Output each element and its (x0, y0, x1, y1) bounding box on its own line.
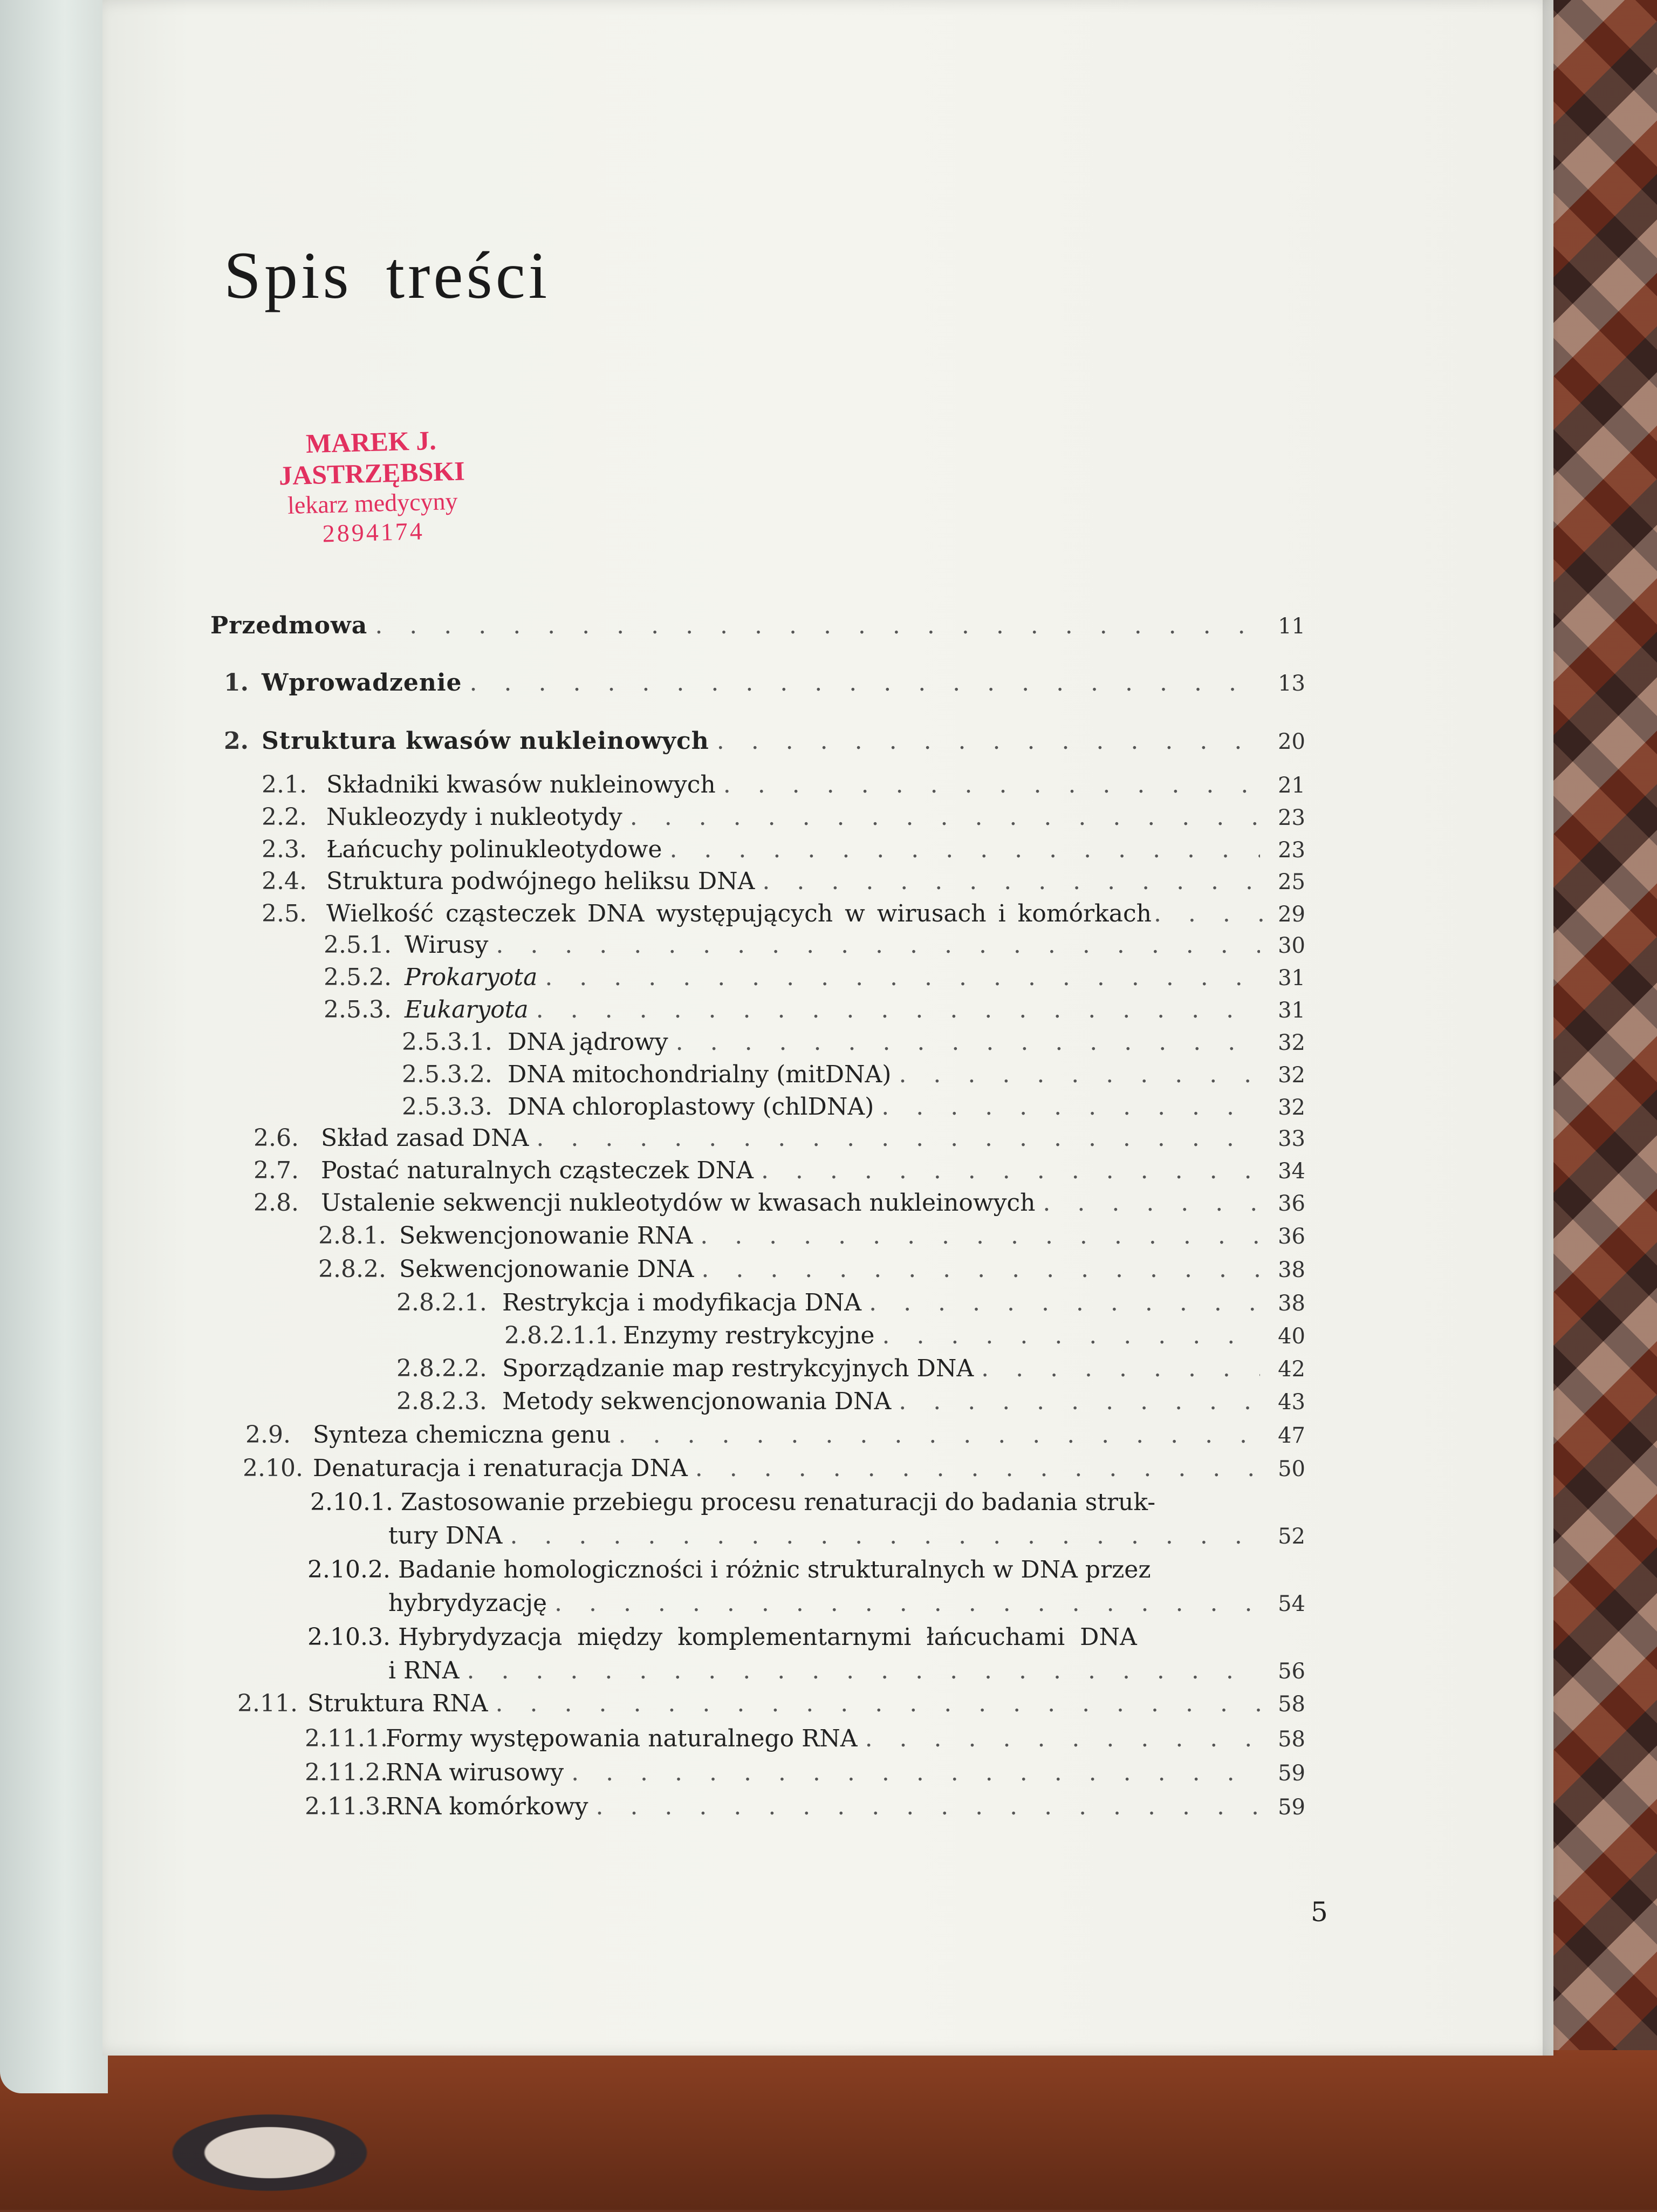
toc-leader (595, 1791, 1260, 1823)
toc-leader (761, 1155, 1260, 1187)
page-number: 5 (1311, 1896, 1328, 1928)
toc-entry[interactable] (396, 1385, 1305, 1418)
toc-entry-number: 2.8.2.1.1. (504, 1322, 618, 1349)
toc-entry-title: Wirusy (405, 931, 489, 959)
toc-entry-page: 13 (1278, 671, 1305, 696)
toc-entry-number: 2.11.1. (305, 1725, 388, 1752)
toc-entry-number: 2.6. (254, 1124, 299, 1152)
toc-entry-number: 2.4. (262, 868, 307, 895)
toc-entry-number: 2.11. (237, 1690, 298, 1717)
toc-entry-title: DNA mitochondrialny (mitDNA) (508, 1061, 892, 1088)
toc-entry-title: Wprowadzenie (262, 669, 462, 697)
toc-entry-page: 38 (1278, 1258, 1305, 1282)
toc-leader (536, 994, 1260, 1026)
toc-entry-page: 32 (1278, 1095, 1305, 1120)
toc-entry-page: 43 (1278, 1390, 1305, 1415)
toc-entry-number: 2.2. (262, 803, 307, 831)
toc-entry-page: 29 (1278, 902, 1305, 927)
toc-entry-number: 2.10.1. (310, 1489, 393, 1516)
toc-entry-title: DNA chloroplastowy (chlDNA) (508, 1093, 874, 1121)
toc-entry-page: 58 (1278, 1727, 1305, 1752)
toc-leader (700, 1220, 1260, 1252)
toc-entry-number: 2.9. (245, 1421, 291, 1449)
toc-entry-page: 47 (1278, 1423, 1305, 1448)
toc-entry-title: Sekwencjonowanie DNA (399, 1255, 694, 1283)
toc-entry[interactable] (254, 1187, 1305, 1219)
toc-entry[interactable] (254, 1155, 1305, 1187)
toc-leader (467, 1655, 1260, 1687)
stamp-role: lekarz medycyny (287, 487, 458, 520)
toc-leader (571, 1757, 1260, 1789)
toc-leader (554, 1587, 1260, 1620)
toc-leader (496, 1688, 1260, 1720)
toc-entry-title: Prokaryota (405, 964, 538, 991)
toc-entry[interactable] (210, 610, 1305, 642)
page-shadow (1543, 0, 1559, 2056)
toc-entry-page: 40 (1278, 1324, 1305, 1349)
toc-entry[interactable] (324, 994, 1305, 1026)
toc-leader (981, 1353, 1260, 1385)
toc-entry[interactable] (396, 1287, 1305, 1319)
toc-entry-number: 2.10. (243, 1455, 303, 1482)
toc-leader (717, 725, 1260, 757)
toc-leader (869, 1287, 1260, 1319)
toc-entry-page: 36 (1278, 1224, 1305, 1249)
toc-leader (1043, 1187, 1260, 1219)
toc-entry-title: Badanie homologiczności i różnic strukturalnych w DNA przez (398, 1556, 1151, 1583)
toc-entry[interactable] (305, 1757, 1305, 1789)
toc-entry-number: 2.5.2. (324, 964, 392, 991)
toc-entry-title: RNA komórkowy (386, 1793, 588, 1820)
toc-entry[interactable] (237, 1688, 1305, 1720)
toc-entry-title: Składniki kwasów nukleinowych (326, 771, 716, 798)
toc-entry-number: 1. (224, 669, 249, 697)
toc-entry-title-continued: i RNA (388, 1657, 460, 1684)
toc-entry-page: 42 (1278, 1357, 1305, 1382)
page-title: Spis treści (224, 238, 551, 312)
toc-entry-number: 2.5.3.2. (402, 1061, 492, 1088)
toc-entry-number: 2.1. (262, 771, 307, 798)
toc-entry[interactable] (402, 1026, 1305, 1059)
toc-entry-title: Nukleozydy i nukleotydy (326, 803, 622, 831)
toc-entry-title: Skład zasad DNA (321, 1124, 529, 1152)
toc-entry-page: 58 (1278, 1692, 1305, 1717)
toc-entry-number: 2.11.3. (305, 1793, 388, 1820)
toc-entry-page: 25 (1278, 870, 1305, 895)
toc-entry-page: 11 (1278, 614, 1305, 639)
toc-entry-title: RNA wirusowy (386, 1759, 564, 1786)
toc-entry-page: 20 (1278, 729, 1305, 754)
toc-entry[interactable] (262, 801, 1305, 834)
toc-leader (470, 667, 1260, 699)
toc-entry-number: 2.5. (262, 900, 307, 927)
toc-entry[interactable] (504, 1320, 1305, 1352)
toc-entry-page: 23 (1278, 805, 1305, 830)
toc-entry-continuation[interactable] (388, 1587, 1305, 1620)
owner-stamp (211, 422, 533, 551)
toc-entry-title: Eukaryota (405, 996, 529, 1023)
toc-entry-title: Struktura kwasów nukleinowych (262, 727, 709, 755)
toc-entry-page: 21 (1278, 773, 1305, 798)
toc-entry-page: 32 (1278, 1030, 1305, 1055)
toc-entry-number: 2.7. (254, 1157, 299, 1184)
toc-entry-page: 23 (1278, 838, 1305, 863)
toc-entry-page: 33 (1278, 1127, 1305, 1151)
toc-entry-first-line[interactable] (310, 1486, 1155, 1519)
toc-leader (496, 929, 1260, 961)
toc-entry-page: 50 (1278, 1457, 1305, 1482)
toc-leader (375, 610, 1260, 642)
toc-entry[interactable] (224, 725, 1305, 757)
toc-entry-number: 2.5.1. (324, 931, 392, 959)
toc-entry-title: Sekwencjonowanie RNA (399, 1222, 693, 1250)
toc-leader (676, 1026, 1260, 1059)
toc-entry-title: Enzymy restrykcyjne (623, 1322, 875, 1349)
carpet-ornament (119, 2093, 421, 2212)
toc-entry-title: Sporządzanie map restrykcyjnych DNA (502, 1355, 974, 1382)
toc-leader (882, 1320, 1260, 1352)
toc-leader (899, 1059, 1260, 1091)
toc-entry-continuation[interactable] (388, 1520, 1305, 1552)
toc-entry-title: Synteza chemiczna genu (313, 1421, 611, 1449)
toc-entry-title: Zastosowanie przebiegu procesu renaturacji do badania struk- (400, 1489, 1156, 1516)
toc-entry-page: 32 (1278, 1063, 1305, 1088)
toc-entry[interactable] (318, 1253, 1305, 1286)
toc-entry[interactable] (224, 667, 1305, 699)
toc-entry-number: 2.8.2. (318, 1255, 386, 1283)
toc-entry-title: Łańcuchy polinukleotydowe (326, 836, 662, 863)
toc-entry[interactable] (262, 898, 1305, 930)
toc-entry-title: Struktura podwójnego heliksu DNA (326, 868, 755, 895)
toc-entry-title: Denaturacja i renaturacja DNA (313, 1455, 688, 1482)
toc-entry[interactable] (262, 834, 1305, 866)
toc-leader (545, 961, 1260, 994)
toc-entry-number: 2. (224, 727, 249, 755)
toc-entry[interactable] (402, 1091, 1305, 1123)
toc-entry-number: 2.5.3. (324, 996, 392, 1023)
toc-entry[interactable] (254, 1122, 1305, 1155)
toc-leader (723, 769, 1260, 801)
toc-entry-page: 52 (1278, 1524, 1305, 1549)
toc-entry[interactable] (318, 1220, 1305, 1252)
toc-entry-number: 2.8.1. (318, 1222, 386, 1250)
toc-entry-title: Ustalenie sekwencji nukleotydów w kwasach nukleinowych (321, 1189, 1036, 1217)
toc-entry-number: 2.5.3.3. (402, 1093, 492, 1121)
toc-entry-first-line[interactable] (307, 1554, 1151, 1586)
toc-entry-page: 31 (1278, 966, 1305, 991)
toc-entry-continuation[interactable] (388, 1655, 1305, 1687)
stamp-name: MAREK J. JASTRZĘBSKI (278, 425, 465, 491)
toc-leader (881, 1091, 1260, 1123)
toc-entry[interactable] (262, 769, 1305, 801)
toc-entry-number: 2.10.2. (307, 1556, 391, 1583)
toc-entry[interactable] (396, 1353, 1305, 1385)
toc-entry-number: 2.5.3.1. (402, 1028, 492, 1056)
toc-entry-title: Wielkość cząsteczek DNA występujących w wirusach i komórkach (326, 900, 1152, 927)
toc-leader (865, 1723, 1260, 1755)
toc-leader (536, 1122, 1260, 1155)
toc-entry-first-line[interactable] (307, 1621, 1137, 1654)
toc-entry-number: 2.11.2. (305, 1759, 388, 1786)
left-page-edge (0, 0, 108, 2093)
toc-leader (701, 1253, 1260, 1286)
toc-entry[interactable] (402, 1059, 1305, 1091)
toc-entry-title: Formy występowania naturalnego RNA (386, 1725, 858, 1752)
toc-entry-page: 54 (1278, 1592, 1305, 1616)
toc-entry-number: 2.8.2.3. (396, 1388, 487, 1415)
toc-entry-number: 2.8. (254, 1189, 299, 1217)
toc-entry-title: Metody sekwencjonowania DNA (502, 1388, 892, 1415)
toc-entry-page: 31 (1278, 998, 1305, 1023)
toc-leader (899, 1385, 1260, 1418)
toc-entry-title: Przedmowa (210, 612, 368, 639)
toc-entry-title-continued: tury DNA (388, 1522, 503, 1549)
toc-entry[interactable] (305, 1723, 1305, 1755)
toc-entry[interactable] (324, 961, 1305, 994)
toc-entry-page: 38 (1278, 1291, 1305, 1316)
toc-leader (695, 1452, 1260, 1485)
toc-leader (1154, 898, 1265, 930)
toc-leader (510, 1520, 1260, 1552)
toc-entry-number: 2.8.2.2. (396, 1355, 487, 1382)
toc-entry-page: 59 (1278, 1761, 1305, 1786)
toc-entry-title: Struktura RNA (307, 1690, 488, 1717)
toc-entry-title-continued: hybrydyzację (388, 1589, 547, 1617)
toc-leader (619, 1419, 1260, 1451)
toc-entry-number: 2.3. (262, 836, 307, 863)
toc-entry-title: Hybrydyzacja między komplementarnymi łańcuchami DNA (398, 1623, 1137, 1651)
toc-entry[interactable] (245, 1419, 1305, 1451)
toc-entry[interactable] (262, 865, 1305, 898)
toc-leader (669, 834, 1260, 866)
toc-leader (630, 801, 1260, 834)
toc-entry-title: Postać naturalnych cząsteczek DNA (321, 1157, 754, 1184)
toc-entry[interactable] (324, 929, 1305, 961)
toc-entry-page: 59 (1278, 1795, 1305, 1820)
toc-entry-title: DNA jądrowy (508, 1028, 668, 1056)
toc-leader (762, 865, 1260, 898)
toc-entry-page: 56 (1278, 1659, 1305, 1684)
toc-entry-page: 30 (1278, 933, 1305, 958)
toc-entry-number: 2.10.3. (307, 1623, 391, 1651)
toc-entry[interactable] (243, 1452, 1305, 1485)
toc-entry[interactable] (305, 1791, 1305, 1823)
toc-entry-number: 2.8.2.1. (396, 1289, 487, 1316)
stamp-number: 2894174 (322, 517, 425, 548)
toc-entry-page: 36 (1278, 1191, 1305, 1216)
toc-entry-page: 34 (1278, 1159, 1305, 1184)
toc-entry-title: Restrykcja i modyfikacja DNA (502, 1289, 862, 1316)
